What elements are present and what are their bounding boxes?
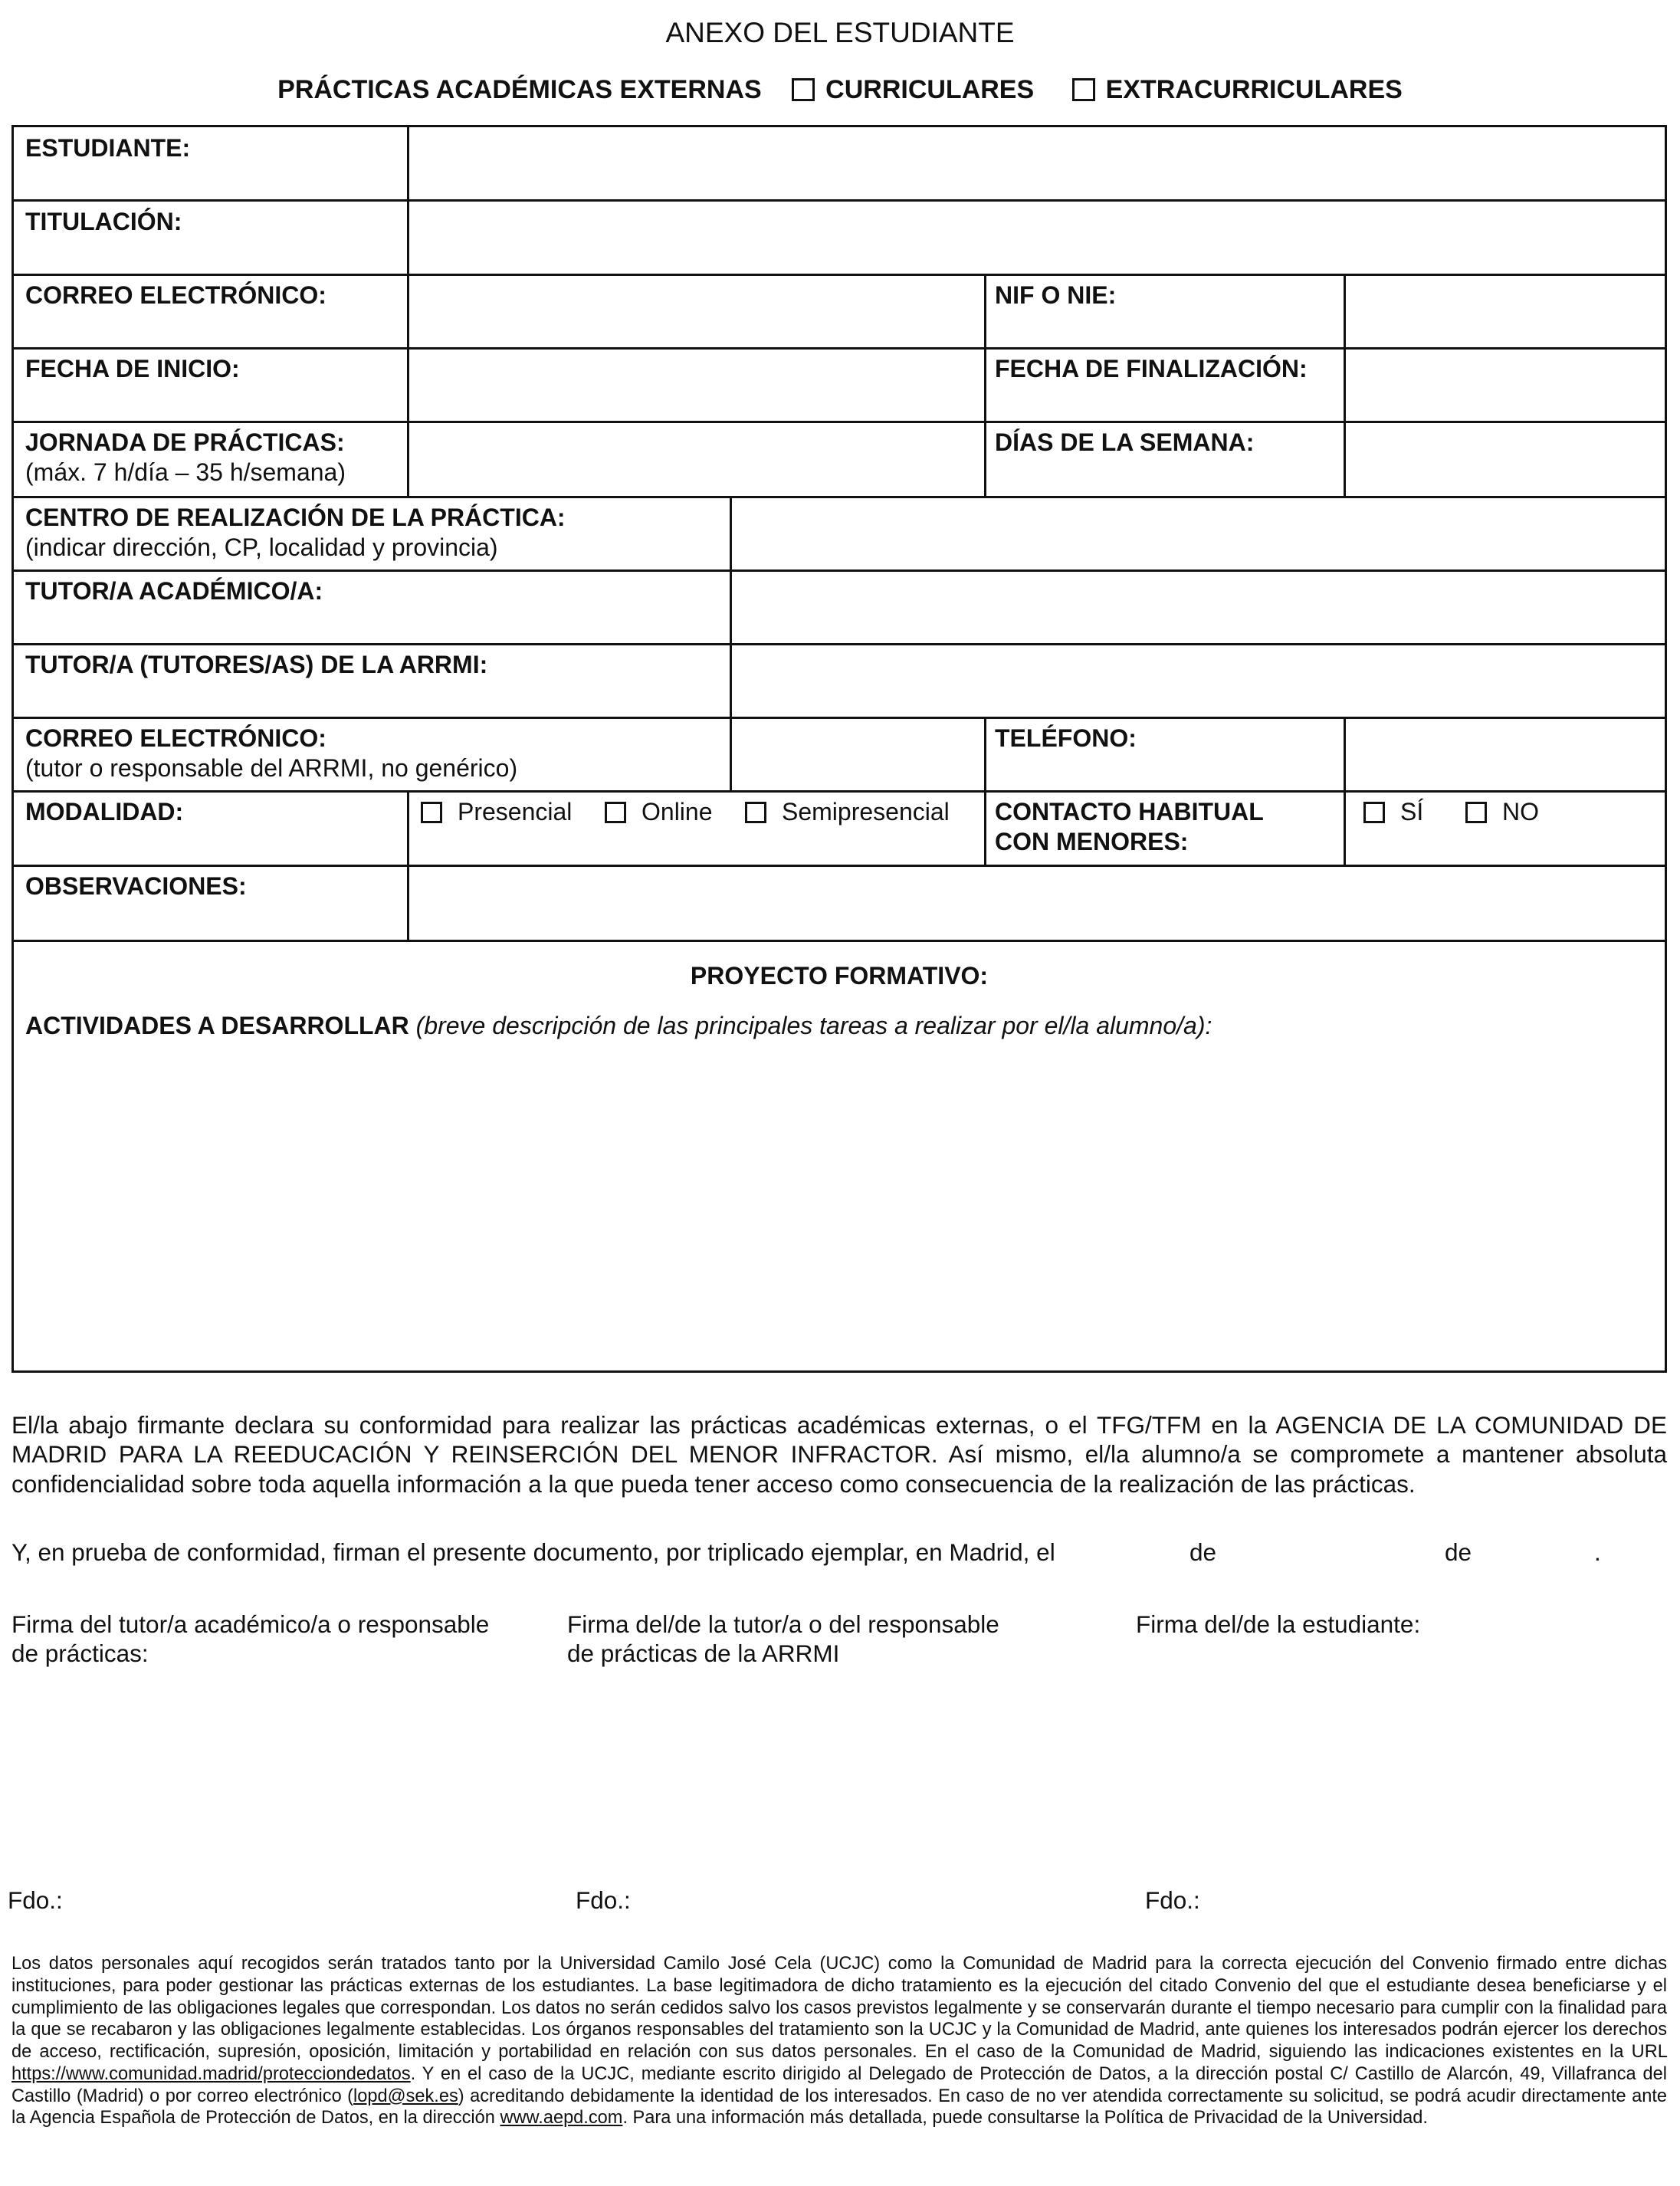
correo-tutor-label-group xyxy=(25,724,517,783)
signature-tutor-academico: Firma del tutor/a académico/a o responsable de prácticas: xyxy=(11,1610,490,1668)
estudiante-field[interactable] xyxy=(412,129,1662,196)
titulacion-label: TITULACIÓN: xyxy=(25,208,182,235)
modalidad-semipresencial[interactable]: Semipresencial xyxy=(745,797,950,827)
extracurriculares-option[interactable]: EXTRACURRICULARES xyxy=(1072,75,1403,104)
correo-tutor-field[interactable] xyxy=(735,720,981,787)
centro-label-group xyxy=(25,503,566,563)
practice-type-label: PRÁCTICAS ACADÉMICAS EXTERNAS xyxy=(277,75,762,104)
observaciones-field[interactable] xyxy=(412,868,1662,937)
aepd-link[interactable]: www.aepd.com xyxy=(500,2108,623,2129)
tutor-academico-label: TUTOR/A ACADÉMICO/A: xyxy=(25,577,323,605)
dias-field[interactable] xyxy=(1349,424,1662,493)
practice-type-row xyxy=(0,75,1680,105)
dias-label: DÍAS DE LA SEMANA: xyxy=(995,428,1255,456)
student-form xyxy=(11,125,1667,1373)
conformity-line xyxy=(11,1538,1667,1568)
jornada-field[interactable] xyxy=(412,424,981,493)
centro-field[interactable] xyxy=(735,499,1662,566)
modalidad-label: MODALIDAD: xyxy=(25,798,184,825)
privacy-notice: Los datos personales aquí recogidos serán tratados tanto por la Universidad Camilo José Cela (UCJC) como la Comunidad de Madrid para la correcta ejecución del Convenio firmado entre dichas instituciones, para poder gestionar las prácticas externas de los estudiantes. La base legitimadora de dicho tratamiento es la ejecución del citado Convenio del que el estudiante desea beneficiarse y el cumplimiento de las obligaciones legales que correspondan. Los datos no serán cedidos salvo los casos previstos legalmente y se conservarán durante el tiempo necesario para cumplir con la finalidad para la que se recabaron y las obligaciones legalmente establecidas. Los órganos responsables del tratamiento son la UCJC y la Comunidad de Madrid, ante quienes los interesados podrán ejercer los derechos de acceso, rectificación, supresión, oposición, limitación y portabilidad en relación con sus datos personales. En el caso de la Comunidad de Madrid, siguiendo las indicaciones existentes en la URL https://www.comunidad.madrid/protecciondedatos. Y en el caso de la UCJC, mediante escrito dirigido al Delegado de Protección de Datos, a la dirección postal C/ Castillo de Alarcón, 49, Villafranca del Castillo (Madrid) o por correo electrónico (lopd@sek.es) acreditando debidamente la identidad de los interesados. En caso de no ver atendida correctamente su solicitud, se podrá acudir directamente ante la Agencia Española de Protección de Datos, en la dirección www.aepd.com. Para una información más detallada, puede consultarse la Política de Privacidad de la Universidad. xyxy=(11,1954,1667,2129)
actividades-note: (breve descripción de las principales tareas a realizar por el/la alumno/a): xyxy=(415,1012,1212,1039)
titulacion-field[interactable] xyxy=(412,203,1662,271)
nif-field[interactable] xyxy=(1349,277,1662,344)
signature-tutor-arrmi: Firma del/de la tutor/a o del responsable de prácticas de la ARRMI xyxy=(567,1610,999,1668)
telefono-field[interactable] xyxy=(1349,720,1662,787)
actividades-heading xyxy=(25,1011,1212,1041)
contacto-label-group xyxy=(995,797,1264,857)
curriculares-checkbox[interactable] xyxy=(792,78,815,101)
signature-estudiante: Firma del/de la estudiante: xyxy=(1136,1610,1421,1638)
nif-label: NIF O NIE: xyxy=(995,281,1117,309)
conformity-de-1: de xyxy=(1189,1538,1217,1566)
centro-note: (indicar dirección, CP, localidad y provincia) xyxy=(25,533,498,562)
fecha-inicio-label: FECHA DE INICIO: xyxy=(25,355,240,382)
document-title: ANEXO DEL ESTUDIANTE xyxy=(665,17,1015,48)
tutor-arrmi-label: TUTOR/A (TUTORES/AS) DE LA ARRMI: xyxy=(25,651,488,678)
correo-tutor-note: (tutor o responsable del ARRMI, no genérico) xyxy=(25,754,518,783)
telefono-label: TELÉFONO: xyxy=(995,724,1137,752)
madrid-privacy-link[interactable]: https://www.comunidad.madrid/protecciondedatos xyxy=(11,2063,411,2084)
estudiante-label: ESTUDIANTE: xyxy=(25,134,191,162)
fdo-tutor-arrmi: Fdo.: xyxy=(576,1886,631,1914)
centro-label: CENTRO DE REALIZACIÓN DE LA PRÁCTICA: xyxy=(25,504,566,531)
fdo-estudiante: Fdo.: xyxy=(1145,1886,1200,1914)
contacto-si-option[interactable]: SÍ xyxy=(1363,797,1423,827)
conformity-end: . xyxy=(1594,1538,1601,1566)
contacto-label-2: CON MENORES: xyxy=(995,828,1189,856)
observaciones-label: OBSERVACIONES: xyxy=(25,872,247,900)
lopd-email-link[interactable]: lopd@sek.es xyxy=(353,2086,458,2106)
actividades-label: ACTIVIDADES A DESARROLLAR xyxy=(25,1012,409,1039)
fecha-fin-label: FECHA DE FINALIZACIÓN: xyxy=(995,355,1308,382)
fecha-inicio-field[interactable] xyxy=(412,350,981,418)
correo-tutor-label: CORREO ELECTRÓNICO: xyxy=(25,724,326,752)
fecha-fin-field[interactable] xyxy=(1349,350,1662,418)
declaration-text: El/la abajo firmante declara su conformidad para realizar las prácticas académicas externas, o el TFG/TFM en la AGENCIA DE LA COMUNIDAD DE MADRID PARA LA REEDUCACIÓN Y REINSERCIÓN DEL MENOR INFRACTOR. Así mismo, el/la alumno/a se compromete a mantener absoluta confidencialidad sobre toda aquella información a la que pueda tener acceso como consecuencia de la realización de las prácticas. xyxy=(11,1411,1667,1498)
jornada-label: JORNADA DE PRÁCTICAS: xyxy=(25,428,345,456)
semipresencial-checkbox[interactable] xyxy=(745,802,766,823)
modalidad-online[interactable]: Online xyxy=(605,797,713,827)
no-checkbox[interactable] xyxy=(1465,802,1487,823)
tutor-academico-field[interactable] xyxy=(735,573,1662,640)
presencial-checkbox[interactable] xyxy=(421,802,442,823)
actividades-field[interactable] xyxy=(25,1047,1653,1361)
jornada-note: (máx. 7 h/día – 35 h/semana) xyxy=(25,458,346,487)
contacto-label: CONTACTO HABITUAL xyxy=(995,798,1264,825)
si-checkbox[interactable] xyxy=(1363,802,1385,823)
tutor-arrmi-field[interactable] xyxy=(735,646,1662,714)
proyecto-formativo-heading: PROYECTO FORMATIVO: xyxy=(690,962,989,990)
conformity-de-2: de xyxy=(1445,1538,1472,1566)
correo-label: CORREO ELECTRÓNICO: xyxy=(25,281,326,309)
extracurriculares-checkbox[interactable] xyxy=(1072,78,1095,101)
conformity-text: Y, en prueba de conformidad, firman el presente documento, por triplicado ejemplar, en Madrid, el xyxy=(11,1538,1055,1566)
online-checkbox[interactable] xyxy=(605,802,626,823)
contacto-no-option[interactable]: NO xyxy=(1465,797,1539,827)
curriculares-option[interactable]: CURRICULARES xyxy=(792,75,1034,104)
jornada-label-group xyxy=(25,428,346,487)
fdo-tutor-academico: Fdo.: xyxy=(8,1886,63,1914)
correo-field[interactable] xyxy=(412,277,981,344)
modalidad-presencial[interactable]: Presencial xyxy=(421,797,572,827)
